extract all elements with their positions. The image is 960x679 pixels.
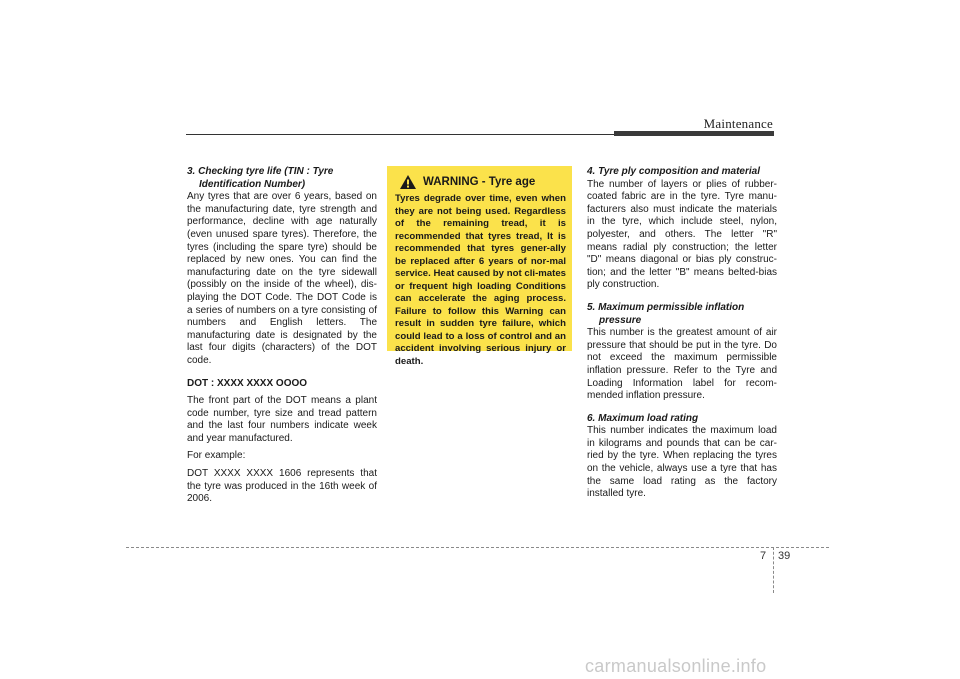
header-rule-accent (614, 131, 774, 136)
dot-example: DOT XXXX XXXX 1606 represents that the tyre was produced in the 16th week of 2006. (187, 468, 377, 505)
footer-divider (126, 547, 829, 548)
heading-max-inflation-line2: pressure (599, 314, 642, 326)
tyre-life-paragraph: Any tyres that are over 6 years, based on the manufacturing date, tyre strength and performance, decline with age naturally (even unused spare tyres). Therefore, the tyres (including the spare tyre) should be replaced by new ones. You can find the manufacturing date on the tyre sidewall (possibly on the inside of the wheel), dis-playing the DOT Code. The DOT Code is a series of numbers on a tyre consisting of numbers and English letters. The manufacturing date is designated by the last four digits (characters) of the DOT code. (187, 191, 377, 366)
heading-max-inflation (587, 302, 777, 327)
section-title: Maintenance (703, 116, 773, 131)
warning-header (399, 174, 566, 190)
heading-tyre-life-line2: Identification Number) (199, 178, 306, 190)
heading-max-load: 6. Maximum load rating (587, 412, 699, 424)
warning-title: WARNING - Tyre age (423, 176, 536, 188)
heading-tyre-life-line1: 3. Checking tyre life (TIN : Tyre (187, 166, 334, 177)
warning-text: Tyres degrade over time, even when they are not being used. Regardless of the remaining tread, it is recommended that tyres tread, It is recommended that tyres gener-ally be replaced after 6 years of nor-mal service. Heat caused by not cli-mates or frequent high loading Conditions can accelerate the aging process. Failure to follow this Warning can result in sudden tyre failure, which could lead to a loss of control and an accident involving serious injury or death. (395, 193, 566, 367)
footer-page-divider (773, 547, 774, 593)
dot-code-explanation: The front part of the DOT means a plant code number, tyre size and tread pattern and the last four numbers indicate week and year manufactured. (187, 395, 377, 444)
max-inflation-paragraph: This number is the greatest amount of air pressure that should be put in the tyre. Do not exceed the maximum permissible inflation pressure. Refer to the Tyre and Loading Information label for recom-mended inflation pressure. (587, 327, 777, 402)
warning-triangle-icon (399, 174, 417, 190)
heading-tyre-life (187, 166, 377, 191)
dot-code-format: DOT : XXXX XXXX OOOO (187, 377, 308, 389)
header-rule (186, 134, 614, 135)
left-column (187, 166, 377, 506)
chapter-number: 7 (760, 550, 767, 562)
heading-max-inflation-line1: 5. Maximum permissible inflation (587, 301, 745, 313)
max-load-paragraph: This number indicates the maximum load in kilograms and pounds that can be car-ried by the tyre. When replacing the tyres on the vehicle, always use a tyre that has the same load rating as the factory installed tyre. (587, 425, 777, 500)
page-number: 39 (778, 550, 791, 562)
watermark: carmanualsonline.info (585, 656, 767, 676)
example-label: For example: (187, 450, 246, 462)
right-column (587, 166, 777, 501)
ply-composition-paragraph: The number of layers or plies of rubber-coated fabric are in the tyre. Tyre manu-facturers also must indicate the materials in the tyre, which include steel, nylon, polyester, and others. The letter "R" means radial ply construction; the letter "D" means diagonal or bias ply construc-tion; and the letter "B" means belted-bias ply construction. (587, 178, 777, 291)
heading-ply-composition: 4. Tyre ply composition and material (587, 166, 761, 177)
warning-box (387, 166, 572, 367)
